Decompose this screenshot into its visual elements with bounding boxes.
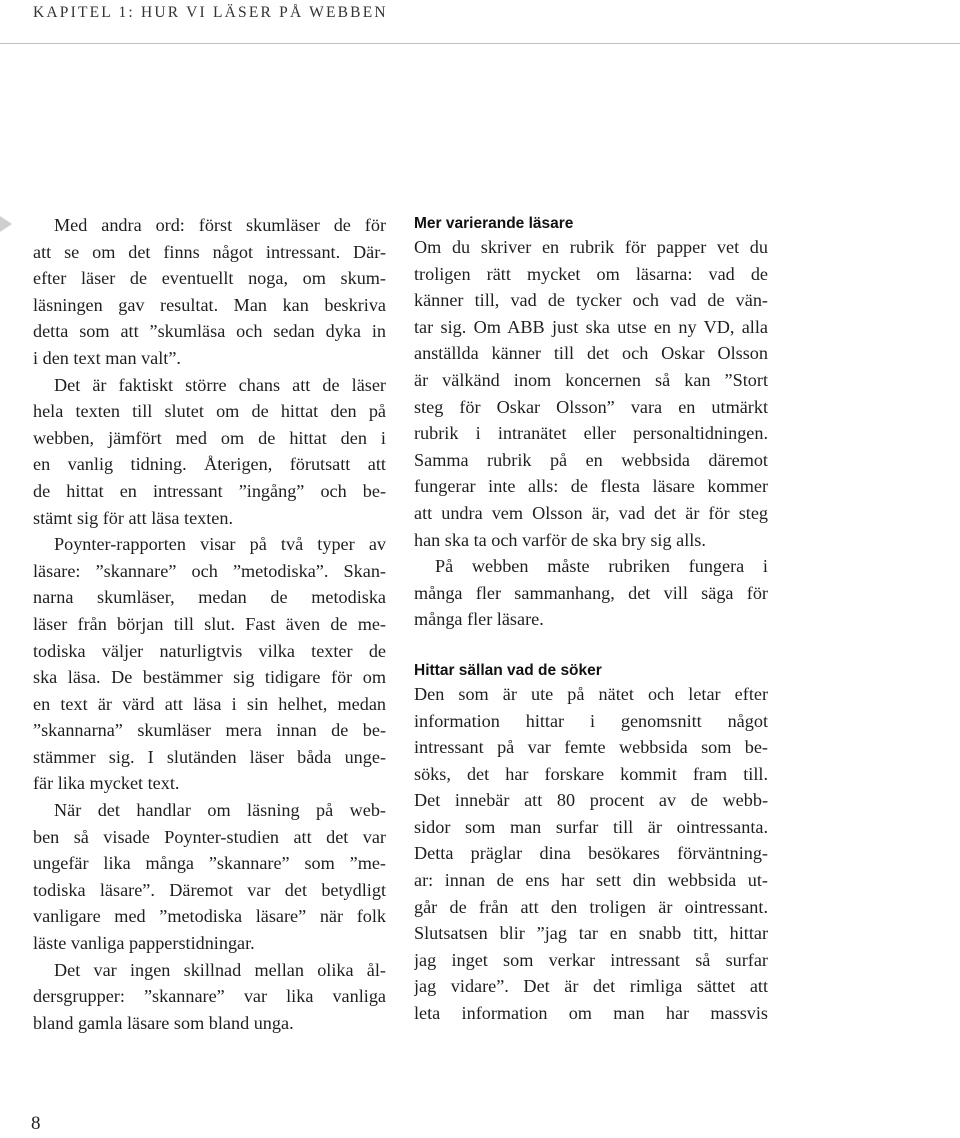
text-line: ”skannarna” skumläser mera innan de be-	[33, 720, 386, 741]
text-line: vanligare med ”metodiska läsare” när folk	[33, 906, 386, 927]
text-line: att undra vem Olsson är, vad det är för steg	[414, 502, 768, 523]
text-line: efter läser de eventuellt noga, om skum-	[33, 268, 386, 289]
section-heading-mer-varierande-lasare: Mer varierande läsare	[414, 215, 574, 232]
running-header	[0, 0, 960, 46]
text-line: stämmer sig. I slutänden läser båda unge-	[33, 746, 386, 767]
text-line: Det var ingen skillnad mellan olika ål-	[54, 959, 386, 980]
text-line: detta som att ”skumläsa och sedan dyka in	[33, 321, 386, 342]
text-line: ungefär lika många ”skannare” som ”me-	[33, 853, 386, 874]
text-line: fungerar inte alls: de flesta läsare kommer	[414, 476, 768, 497]
text-line: narna skumläser, medan de metodiska	[33, 587, 386, 608]
text-line: läsningen gav resultat. Man kan beskriva	[33, 294, 386, 315]
text-line: han ska ta och varför de ska bry sig alls.	[414, 529, 706, 550]
text-line: rubrik i intranätet eller personaltidningen.	[414, 423, 768, 444]
text-line: läste vanliga papperstidningar.	[33, 933, 255, 954]
text-line: webben, jämfört med om de hittat den i	[33, 427, 386, 448]
text-line: de hittat en intressant ”ingång” och be-	[33, 480, 386, 501]
text-line: bland gamla läsare som bland unga.	[33, 1012, 294, 1033]
right-column	[414, 212, 768, 1027]
text-line: Slutsatsen blir ”jag tar en snabb titt, hittar	[414, 923, 768, 944]
text-line: todiska läsare”. Däremot var det betydligt	[33, 879, 386, 900]
text-line: troligen rätt mycket om läsarna: vad de	[414, 263, 768, 284]
text-line: anställda känner till det och Oskar Olsson	[414, 343, 768, 364]
text-line: jag vidare”. Det är det rimliga sättet att	[414, 976, 768, 997]
text-line: en vanlig tidning. Återigen, förutsatt att	[33, 454, 386, 475]
text-line: jag inget som verkar intressant så surfar	[414, 949, 768, 970]
text-line: information hittar i genomsnitt något	[414, 710, 768, 731]
section-body-1	[414, 234, 768, 633]
page-number: 8	[31, 1113, 41, 1134]
left-column	[33, 212, 386, 1036]
text-line: i den text man valt”.	[33, 347, 181, 368]
text-line: Om du skriver en rubrik för papper vet du	[414, 237, 768, 257]
text-line: många fler läsare.	[414, 609, 544, 630]
text-line: känner till, vad de tycker och vad de vän-	[414, 290, 768, 311]
text-line: en text är värd att läsa i sin helhet, medan	[33, 693, 386, 714]
text-line: läser från början till slut. Fast även de me-	[33, 613, 386, 634]
text-line: sidor som man surfar till är ointressanta.	[414, 816, 768, 837]
header-rule	[0, 43, 960, 44]
text-line: Detta präglar dina besökares förväntning-	[414, 843, 768, 864]
chapter-title: KAPITEL 1: HUR VI LÄSER PÅ WEBBEN	[33, 4, 388, 21]
text-line: Det innebär att 80 procent av de webb-	[414, 790, 768, 811]
text-line: todiska väljer naturligtvis vilka texter de	[33, 640, 386, 661]
text-line: Med andra ord: först skumläser de för	[54, 215, 386, 235]
text-line: går de från att den troligen är ointressant.	[414, 896, 768, 917]
text-line: stämt sig för att läsa texten.	[33, 507, 234, 528]
text-line: många fler sammanhang, det vill säga för	[414, 582, 768, 603]
text-line: Den som är ute på nätet och letar efter	[414, 683, 768, 704]
text-line: tar sig. Om ABB just ska utse en ny VD, alla	[414, 316, 768, 337]
text-line: hela texten till slutet om de hittat den på	[33, 401, 386, 422]
text-line: steg för Oskar Olsson” vara en utmärkt	[414, 396, 768, 417]
text-line: Poynter-rapporten visar på två typer av	[54, 534, 386, 555]
text-line: När det handlar om läsning på web-	[54, 800, 386, 821]
text-line: ben så visade Poynter-studien att det var	[33, 826, 386, 847]
text-line: läsare: ”skannare” och ”metodiska”. Skan-	[33, 560, 386, 581]
text-line: ska läsa. De bestämmer sig tidigare för om	[33, 667, 386, 688]
text-line: söks, det har forskare kommit fram till.	[414, 763, 768, 784]
text-line: Det är faktiskt större chans att de läser	[54, 374, 386, 395]
text-line: På webben måste rubriken fungera i	[435, 556, 768, 577]
section-heading-hittar-sallan: Hittar sällan vad de söker	[414, 661, 602, 679]
text-line: ar: innan de ens har sett din webbsida ut-	[414, 870, 768, 891]
section-body-2	[414, 681, 768, 1027]
text-line: leta information om man har massvis	[414, 1003, 768, 1024]
text-line: är välkänd inom koncernen så kan ”Stort	[414, 369, 768, 390]
text-line: att se om det finns något intressant. Där-	[33, 241, 386, 262]
text-line: intressant på var femte webbsida som be-	[414, 737, 768, 758]
text-line: dersgrupper: ”skannare” var lika vanliga	[33, 986, 386, 1007]
arrow-marker-icon	[0, 216, 12, 232]
text-line: Samma rubrik på en webbsida däremot	[414, 449, 768, 470]
text-line: fär lika mycket text.	[33, 773, 180, 794]
